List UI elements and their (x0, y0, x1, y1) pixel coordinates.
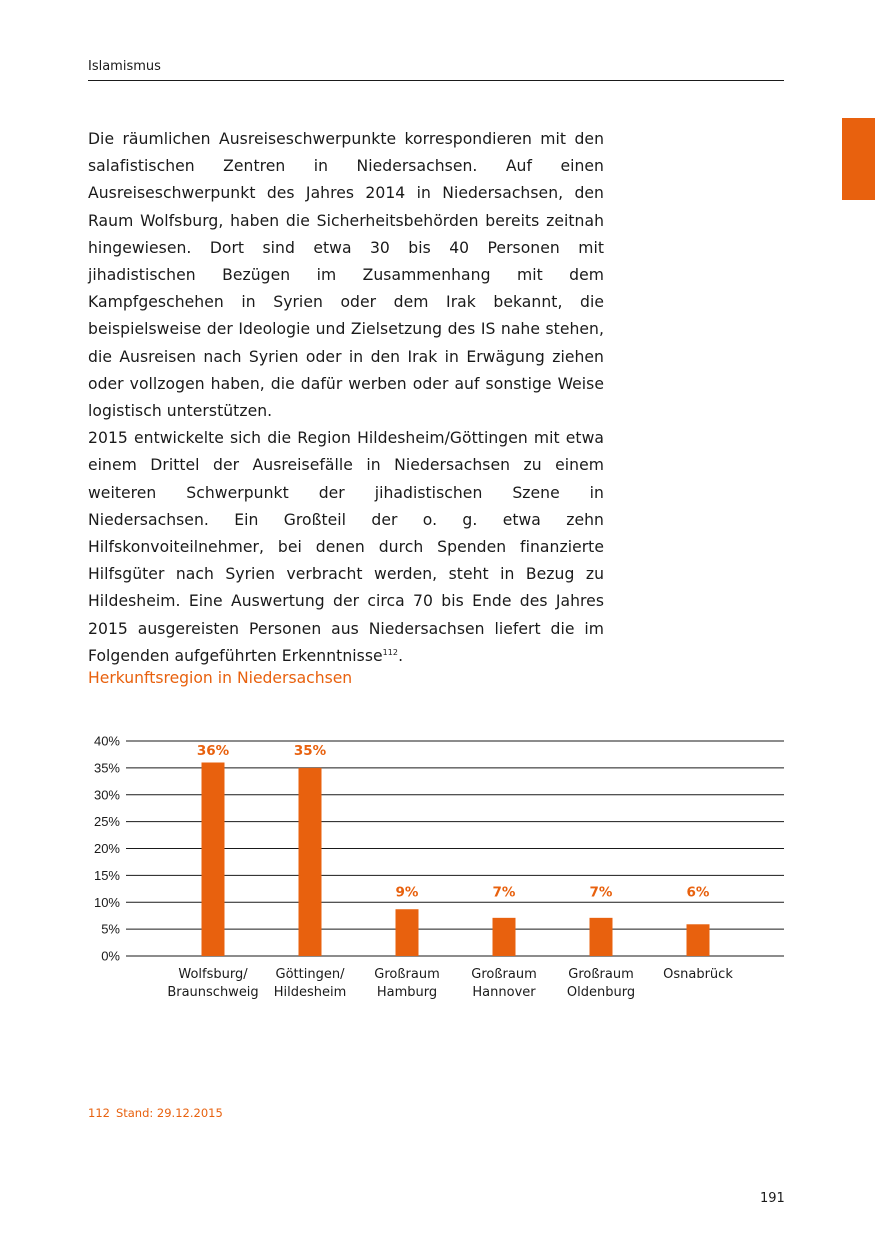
y-tick-label: 35% (93, 760, 120, 776)
bar (202, 763, 225, 957)
bar-chart (0, 720, 875, 1020)
x-tick-label: Hannover (472, 985, 536, 1000)
y-tick-label: 20% (93, 841, 120, 856)
y-tick-label: 5% (101, 921, 120, 937)
paragraph-2 (88, 425, 604, 670)
bar (590, 918, 613, 956)
paragraph-2-end: . (398, 646, 404, 665)
bar (299, 768, 322, 956)
bar (493, 918, 516, 956)
bar (396, 909, 419, 956)
x-tick-label: Braunschweig (167, 985, 259, 1000)
footnote-text: Stand: 29.12.2015 (115, 1106, 223, 1120)
y-tick-label: 0% (101, 948, 120, 964)
data-label: 36% (196, 743, 230, 759)
y-tick-label: 40% (93, 733, 120, 749)
x-tick-label: Hildesheim (273, 985, 347, 1000)
x-tick-label: Wolfsburg/ (178, 967, 248, 982)
page-number: 191 (760, 1191, 785, 1206)
y-tick-label: 10% (93, 894, 120, 910)
page-header (88, 56, 784, 81)
footnote-number: 112 (88, 1106, 110, 1120)
data-label: 7% (492, 884, 516, 901)
data-label: 35% (293, 743, 327, 759)
data-label: 9% (395, 884, 419, 901)
x-tick-label: Großraum (471, 967, 537, 982)
y-tick-label: 25% (93, 814, 120, 830)
footnote-reference: 112 (382, 647, 399, 657)
x-tick-label: Göttingen/ (275, 967, 345, 982)
chapter-tab-marker (842, 118, 875, 200)
body-text (88, 126, 604, 670)
footnote (88, 1106, 223, 1120)
x-tick-label: Hamburg (376, 985, 438, 1000)
x-tick-label: Osnabrück (663, 967, 733, 982)
bar (687, 924, 710, 956)
x-tick-label: Großraum (568, 967, 634, 982)
y-tick-label: 30% (93, 787, 120, 803)
paragraph-2-text: 2015 entwickelte sich die Region Hildesheim/Göttingen mit etwa einem Drittel der Ausreisefälle in Niedersachsen zu einem weiteren Schwerpunkt der jihadistischen Szene in Niedersachsen. Ein Großteil der o. g. etwa zehn Hilfskonvoiteilnehmer, bei denen durch Spenden finanzierte Hilfsgüter nach Syrien verbracht werden, steht in Bezug zu Hildesheim. Eine Auswertung der circa 70 bis Ende des Jahres 2015 ausgereisten Personen aus Niedersachsen liefert die im Folgenden aufgeführten Erkenntnisse (88, 429, 604, 665)
y-tick-label: 15% (93, 867, 120, 883)
running-title: Islamismus (88, 59, 161, 74)
x-tick-label: Großraum (374, 967, 440, 982)
data-label: 7% (589, 884, 613, 901)
paragraph-1: Die räumlichen Ausreiseschwerpunkte korrespondieren mit den salafistischen Zentren in Niedersachsen. Auf einen Ausreiseschwerpunkt des Jahres 2014 in Niedersachsen, den Raum Wolfsburg, haben die Sicherheitsbehörden bereits zeitnah hingewiesen. Dort sind etwa 30 bis 40 Personen mit jihadistischen Bezügen im Zusammenhang mit dem Kampfgeschehen in Syrien oder dem Irak bekannt, die beispielsweise der Ideologie und Zielsetzung des IS nahe stehen, die Ausreisen nach Syrien oder in den Irak in Erwägung ziehen oder vollzogen haben, die dafür werben oder auf sonstige Weise logistisch unterstützen. (88, 130, 604, 421)
chart-title: Herkunftsregion in Niedersachsen (88, 669, 353, 687)
x-tick-label: Oldenburg (566, 985, 636, 1000)
data-label: 6% (686, 884, 710, 901)
